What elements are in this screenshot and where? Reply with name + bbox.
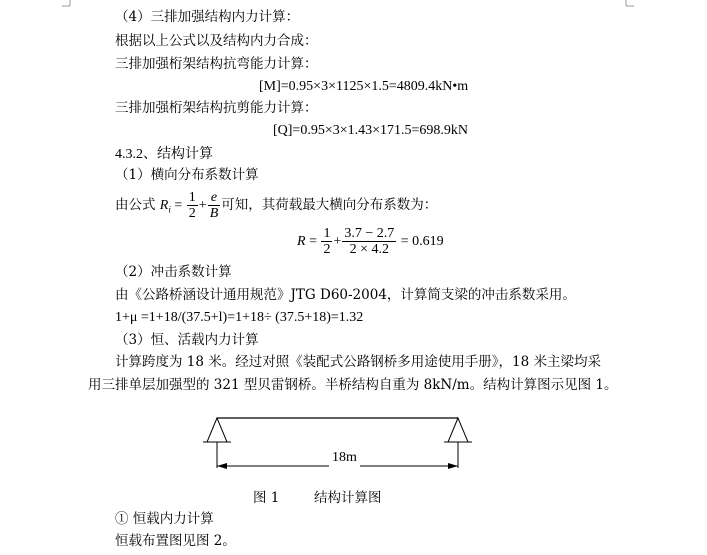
- figure-number: 图 1: [253, 490, 280, 506]
- fraction-denominator: B: [209, 206, 219, 221]
- text-spec-reference: 由《公路桥涵设计通用规范》JTG D60-2004，计算简支梁的冲击系数采用。: [115, 287, 576, 303]
- fraction-numerator: e: [208, 190, 221, 206]
- fraction-denominator: 2: [188, 206, 196, 221]
- fraction-denominator: 2 × 4.2: [349, 242, 390, 258]
- heading-4-triple-reinforced: （4）三排加强结构内力计算：: [115, 9, 300, 25]
- text-combination: 根据以上公式以及结构内力合成：: [115, 33, 318, 49]
- span-length-label: 18m: [329, 448, 360, 468]
- text-dead-load-figure-ref: 恒载布置图见图 2。: [115, 533, 236, 549]
- left-support: [203, 418, 231, 442]
- crop-marks: [0, 0, 707, 12]
- formula-symbol-r: R: [159, 198, 169, 213]
- formula-fraction-e-b: [208, 190, 221, 221]
- r-equals: =: [305, 234, 321, 249]
- heading-1-distribution: （1）横向分布系数计算: [115, 167, 259, 183]
- formula-intro-prefix: 由公式: [115, 197, 156, 213]
- r-symbol: R: [297, 234, 306, 249]
- r-fraction-main: [342, 226, 396, 257]
- r-plus: +: [333, 234, 342, 249]
- fraction-numerator: 3.7 − 2.7: [344, 226, 395, 242]
- equation-r-result: [297, 224, 444, 260]
- formula-intro-suffix: 可知，其荷载最大横向分布系数为：: [221, 197, 438, 213]
- text-shear-capacity: 三排加强桁架结构抗剪能力计算：: [115, 100, 318, 116]
- formula-subscript-i: i: [168, 204, 171, 215]
- heading-3-loads: （3）恒、活载内力计算: [115, 332, 259, 348]
- equation-moment: [M]=0.95×3×1125×1.5=4809.4kN•m: [259, 79, 469, 94]
- paragraph-line-2: 用三排单层加强型的 321 型贝雷钢桥。半桥结构自重为 8kN/m。结构计算图示见图 1。: [88, 377, 618, 393]
- fraction-denominator: 2: [323, 242, 331, 258]
- heading-dead-load: ① 恒载内力计算: [115, 511, 214, 527]
- formula-equals: =: [170, 198, 186, 213]
- fraction-numerator: 1: [188, 190, 196, 205]
- text-bending-capacity: 三排加强桁架结构抗弯能力计算：: [115, 56, 318, 72]
- fraction-numerator: 1: [323, 226, 331, 242]
- r-fraction-half: [321, 226, 332, 257]
- paragraph-line-1: 计算跨度为 18 米。经过对照《装配式公路钢桥多用途使用手册》，18 米主梁均采: [115, 354, 601, 370]
- formula-fraction-half: [187, 190, 198, 221]
- formula-intro-line: [115, 187, 437, 228]
- right-support: [444, 418, 472, 442]
- section-4-3-2: 4.3.2、结构计算: [115, 147, 213, 162]
- heading-2-impact: （2）冲击系数计算: [115, 264, 232, 280]
- formula-plus: +: [198, 198, 207, 213]
- figure-title: 结构计算图: [314, 490, 382, 506]
- equation-shear: [Q]=0.95×3×1.43×171.5=698.9kN: [273, 123, 469, 138]
- equation-impact-factor: 1+μ =1+18/(37.5+l)=1+18÷ (37.5+18)=1.32: [115, 310, 364, 325]
- r-result-value: = 0.619: [397, 234, 444, 249]
